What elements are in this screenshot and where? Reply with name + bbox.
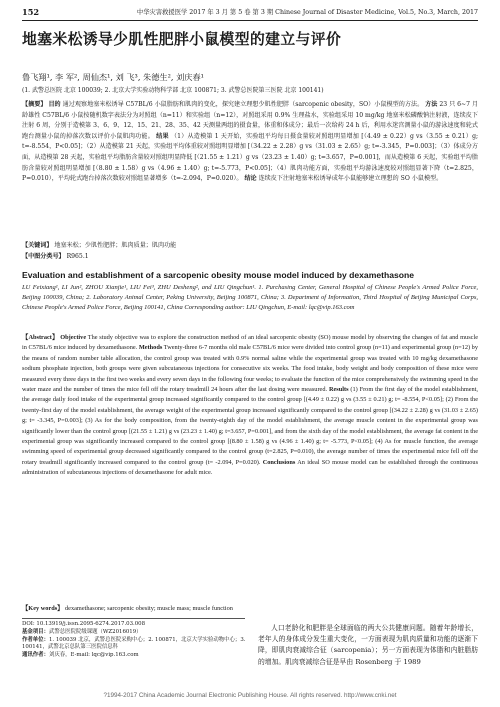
results-label-cn: 结果 xyxy=(156,132,169,140)
introduction-paragraph: 人口老龄化和肥胖是全球面临的两大公共健康问题。随着年龄增长，老年人的身体成分发生重大变化，一方面表现为肌肉质量和功能的逐渐下降，即肌肉衰减综合征（sarcopenia）；另一方面表现为体脂和内脏脂肪的增加。肌肉衰减综合征是早由 Rosenberg 于 1989 xyxy=(258,624,478,666)
keywords-cn xyxy=(22,241,478,251)
fund-label: 基金项目： xyxy=(22,628,49,635)
authors-en: LU Feixiang¹, LI Jun², ZHOU Xianjie¹, LIU Fei³, ZHU Desheng², and LIU Qingchun¹. 1. Purchasing Center, General Hospital of Chinese People's Armed Police Force, Beijing 100039, China; 2. Laboratory Animal Center, Peking University, Beijing 100871, China; 3. Department of Information, Third Hospital of Beijing Municipal Corps, Chinese People's Armed Police Force, Beijing 100141, China Corresponding author: LIU Qingchun, E-mail: lqc@vip.163.com xyxy=(22,284,478,311)
affiliation-cn: (1. 武警总医院 北京 100039; 2. 北京大学实验动物科学部 北京 100871; 3. 武警总医院第三医院 北京 100141) xyxy=(22,87,324,94)
authors-cn: 鲁飞翔¹, 李 军², 周仙杰¹, 刘 飞³, 朱德生², 刘庆春¹ xyxy=(22,72,204,82)
abstract-en xyxy=(22,333,478,479)
objective-text-cn: 通过观察地塞米松诱导 C57BL/6 小鼠脂肪和肌肉的变化，探究建立理想少肌性肥胖（sarcopenic obesity，SO）小鼠模型的方法。 xyxy=(62,101,424,108)
methods-label-en: Methods xyxy=(138,344,163,352)
article-title-en: Evaluation and establishment of a sarcopenic obesity mouse model induced by dexamethasone xyxy=(22,270,415,280)
header-rule xyxy=(22,20,478,21)
abstract-label-cn: 【摘要】 xyxy=(22,101,47,108)
author-unit-label: 作者单位： xyxy=(22,636,49,643)
keywords-label-en: 【Key words】 xyxy=(22,605,64,612)
keywords-label-cn: 【关键词】 xyxy=(22,242,53,249)
conclusion-text-en: An ideal SO mouse model can be established through the continuous administration of subcutaneous injections of dexamethasone for adult mice. xyxy=(22,458,479,477)
running-header xyxy=(22,7,478,18)
classification-code: R965.1 xyxy=(66,253,89,260)
conclusion-label-en: Conclusions xyxy=(262,458,296,466)
corresponding-label: 通讯作者： xyxy=(22,652,49,659)
page-number: 152 xyxy=(22,7,40,17)
results-text-cn: （1）从造模第 1 天开始，实验组平均每日摄食量较对照组明显增加 [（4.49 ± 0.22）g vs（3.55 ± 0.21）g; t=-8.554，P<0.05]；（2）从造模第 21 天起，实验组平均体重较对照组明显增加 [（34.22 ± 2.28）g vs（31.03 ± 2.65）g; t=-3.345，P=0.003]；（3）体成分方面，从造模第 28 天起，实验组平均脂肪含量较对照组明显降低 [（21.55 ± 1.21）g vs（23.23 ± 1.40）g; t=3.657，P=0.001]，而从造模第 6 天起，实验组平均脂肪含量较对照组明显增加 [（8.80 ± 1.58）g vs（4.96 ± 1.40）g; t=-5.773，P<0.05]；（4）肌肉功能方面，实验组平均游泳速度较对照组显著下降（t=2.825，P=0.010），平均轮式跑台掉落次数较对照组显著增多（t=-2.094，P=0.020）。 xyxy=(22,132,479,183)
methods-label-cn: 方法 xyxy=(425,101,438,108)
article-title-cn: 地塞米松诱导少肌性肥胖小鼠模型的建立与评价 xyxy=(22,31,342,48)
methods-text-en: Twenty-three 6-7 months old male C57BL/6 mice were divided into control group (n=11) and experimental group (n=12) by the means of random number table allocation, the control group was treated with 0.9% normal saline while the experimental group was treated with 10 mg/kg dexamethasone sodium phosphate injection, both groups were given subcutaneous injections for consecutive six weeks. The food intake, body weight and body composition of these mice were measured every three days in the first two weeks and every seven days in the following four weeks; to evaluate the function of the mice comprehensively the swimming speed in the water maze and the number of times the mice fell off the rotary treadmill 24 hours after the last dosing were measured. xyxy=(22,344,478,394)
author-unit-line xyxy=(22,637,250,653)
results-text-en: (1) From the first day of the model establishment, the average daily food intake of the experimental group increased significantly compared to the control group [(4.49 ± 0.22) g vs (3.55 ± 0.21) g; t= -8.554, P<0.05]; (2) From the twenty-first day of the model establishment, the average weight of the experimental group increased significantly compared to the control group [(34.22 ± 2.28) g vs (31.03 ± 2.65) g; t= -3.345, P=0.003]; (3) As for the body composition, from the twenty-eighth day of the model establishment, the average muscle content in the experimental group was significantly lower than the control group [(21.55 ± 1.21) g vs (23.23 ± 1.40) g; t=3.657, P=0.001], and from the sixth day of the model establishment, the average fat content in the experimental group was significantly increased compared to the control group [(8.80 ± 1.58) g vs (4.96 ± 1.40) g; t= -5.773, P<0.05]; (4) As for muscle function, the average swimming speed of experimental group decreased significantly compared to the control group (t=2.825, P=0.010), the average number of times the experimental mice fell off the rotary treadmill significantly increased compared to the control group (t= -2.094, P=0.020). xyxy=(22,386,479,466)
methods-text-cn: 23 只 6~7 月龄雄性 C57BL/6 小鼠按随机数字表法分为对照组（n=11）和实验组（n=12），对照组采用 0.9% 生理盐水，实验组采用 10 mg/kg 地塞米松磷酸钠注射液，连续皮下注射 6 周，分别于造模第 3、6、9、12、15、21、28、35、42 天测量两组的摄食量，体重和体成分；最后一次给药 24 h 后，利用水迷宫测量小鼠的游泳速度和轮式跑台测量小鼠的掉落次数以评价小鼠肌肉功能。 xyxy=(22,101,479,140)
objective-text-en: The study objective was to explore the construction method of an ideal sarcopenic obesity (SO) mouse model by observing the changes of fat and muscle in C57BL/6 mice induced by dexamethasone. xyxy=(22,334,478,352)
abstract-label-en: 【Abstract】 xyxy=(22,334,59,341)
keywords-en xyxy=(22,604,478,614)
doi-line xyxy=(22,621,250,629)
cnki-watermark: ?1994-2017 China Academic Journal Electronic Publishing House. All rights reserved. http://www.cnki.net xyxy=(103,692,397,699)
fund-text: 武警总医院院级课题（WZ2016019） xyxy=(48,628,142,635)
author-unit-text: 1. 100039 北京，武警总医院采购中心；2. 100871，北京大学实验动物中心；3. 100141，武警北京总队第三医院信息科 xyxy=(22,636,246,651)
corresponding-line xyxy=(22,652,250,660)
classification-label-cn: 【中图分类号】 xyxy=(22,253,65,260)
keywords-text-en: dexamethasone; sarcopenic obesity; muscle mass; muscle function xyxy=(65,605,233,612)
doi-text: DOI: 10.13919/j.issn.2095-6274.2017.03.008 xyxy=(22,621,146,627)
conclusion-label-cn: 结论 xyxy=(244,175,257,183)
footnote-rule xyxy=(22,618,245,619)
fund-line xyxy=(22,629,250,637)
keywords-text-cn: 地塞米松；少肌性肥胖；肌肉质量；肌肉功能 xyxy=(54,242,177,249)
objective-label-cn: 目的 xyxy=(48,101,61,108)
abstract-cn xyxy=(22,100,478,185)
running-title: 中华灾害救援医学 2017 年 3 月 第 5 卷 第 3 期 Chinese Journal of Disaster Medicine, Vol.5, No.3, March, 2017 xyxy=(136,9,478,16)
objective-label-en: Objective xyxy=(60,334,87,341)
footnotes xyxy=(22,621,250,660)
conclusion-text-cn: 连续皮下注射地塞米松诱导成年小鼠能够建立理想的 SO 小鼠模型。 xyxy=(258,175,443,183)
results-label-en: Results xyxy=(328,386,349,394)
classification-cn xyxy=(22,252,478,262)
corresponding-text: 刘庆春，E-mail: lqc@vip.163.com xyxy=(48,652,139,659)
